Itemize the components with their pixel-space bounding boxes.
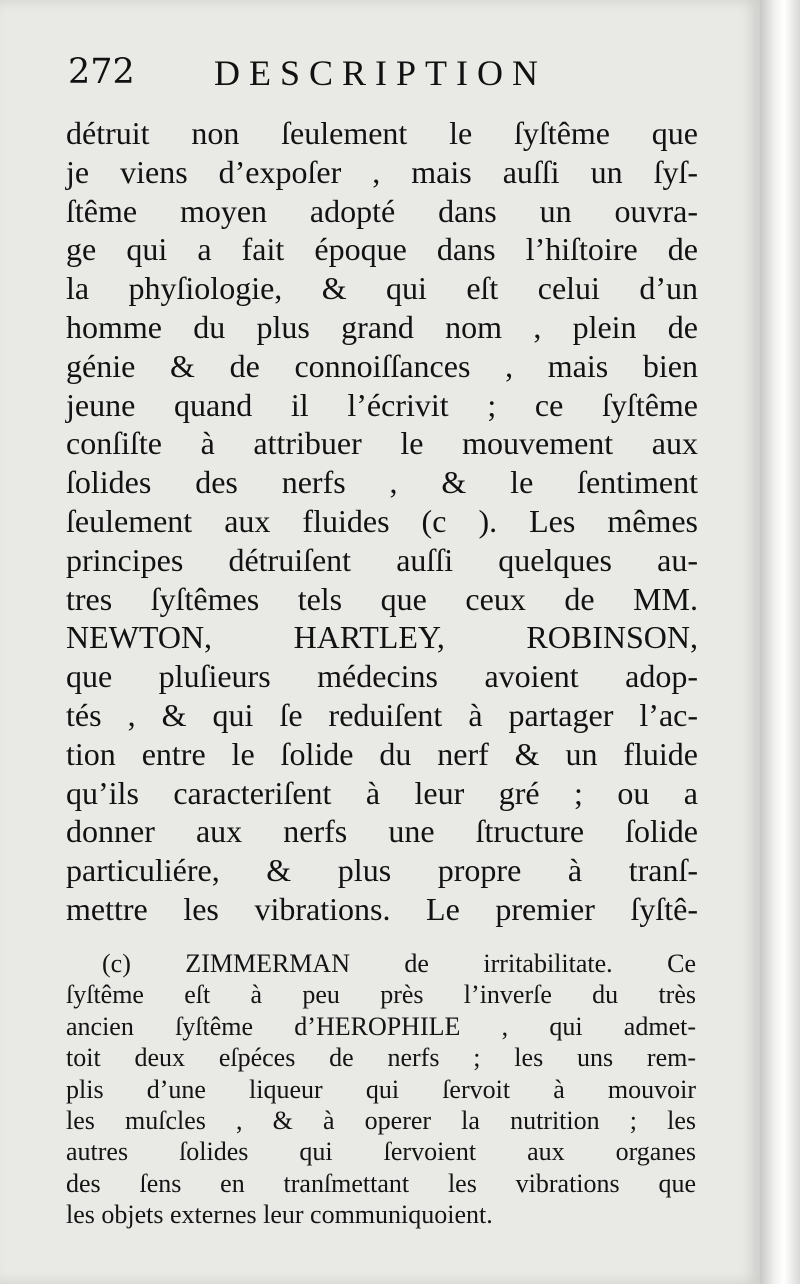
text-line: donner aux nerfs une ſtructure ſolide bbox=[66, 813, 698, 850]
text-line: tion entre le ſolide du nerf & un fluide bbox=[66, 735, 698, 772]
text-line: principes détruiſent auſſi quelques au- bbox=[66, 541, 698, 578]
footnote-line: (c) ZIMMERMAN de irritabilitate. Ce bbox=[102, 949, 696, 978]
text-line: ſtême moyen adopté dans un ouvra- bbox=[66, 192, 698, 229]
page-edge bbox=[760, 0, 800, 1284]
text-line: conſiſte à attribuer le mouvement aux bbox=[66, 425, 698, 462]
text-line: jeune quand il l’écrivit ; ce ſyſtême bbox=[66, 386, 698, 423]
text-line: qu’ils caracteriſent à leur gré ; ou a bbox=[66, 774, 698, 811]
text-line: homme du plus grand nom , plein de bbox=[66, 308, 698, 345]
text-line: que pluſieurs médecins avoient adop- bbox=[66, 658, 698, 695]
text-line: tés , & qui ſe reduiſent à partager l’ac- bbox=[66, 696, 698, 733]
page-number: 272 bbox=[68, 52, 135, 92]
text-line: ſolides des nerfs , & le ſentiment bbox=[66, 464, 698, 501]
footnote-line: les muſcles , & à operer la nutrition ; les bbox=[66, 1105, 696, 1135]
main-text bbox=[66, 114, 698, 929]
footnote bbox=[66, 948, 696, 1231]
footnote-line: toit deux eſpéces de nerfs ; les uns rem- bbox=[66, 1043, 696, 1073]
text-line: NEWTON, HARTLEY, ROBINSON, bbox=[66, 619, 698, 656]
page-header bbox=[68, 52, 708, 96]
text-line: la phyſiologie, & qui eſt celui d’un bbox=[66, 270, 698, 307]
footnote-line: ancien ſyſtême d’HEROPHILE , qui admet- bbox=[66, 1011, 696, 1041]
running-title: DESCRIPTION bbox=[214, 53, 548, 93]
text-line: tres ſyſtêmes tels que ceux de MM. bbox=[66, 580, 698, 617]
text-line: détruit non ſeulement le ſyſtême que bbox=[66, 115, 698, 151]
text-line: ge qui a fait époque dans l’hiſtoire de bbox=[66, 231, 698, 268]
text-line: je viens d’expoſer , mais auſſi un ſyſ- bbox=[66, 153, 698, 190]
footnote-line: autres ſolides qui ſervoient aux organes bbox=[66, 1137, 696, 1167]
footnote-line: des ſens en tranſmettant les vibrations que bbox=[66, 1168, 696, 1198]
text-line: génie & de connoiſſances , mais bien bbox=[66, 347, 698, 384]
text-line: particuliére, & plus propre à tranſ- bbox=[66, 852, 698, 889]
footnote-line: ſyſtême eſt à peu près l’inverſe du très bbox=[66, 980, 696, 1010]
footnote-line: plis d’une liqueur qui ſervoit à mouvoir bbox=[66, 1074, 696, 1104]
text-line: ſeulement aux fluides (c ). Les mêmes bbox=[66, 502, 698, 539]
footnote-line: les objets externes leur communiquoient. bbox=[66, 1200, 493, 1230]
text-line: mettre les vibrations. Le premier ſyſtê- bbox=[66, 890, 698, 927]
